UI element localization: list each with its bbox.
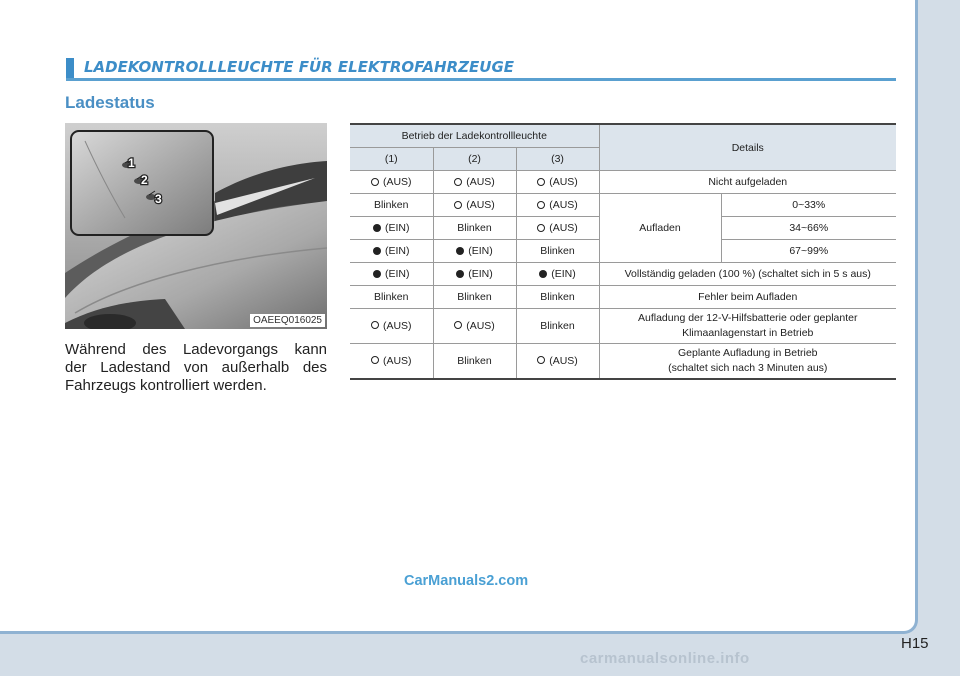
lamp-off-icon <box>454 201 462 209</box>
lamp-off-icon <box>371 356 379 364</box>
callout-2-label: 2 <box>141 173 148 187</box>
header-details: Details <box>599 124 896 171</box>
caption-line: Während des Ladevorgangs kann <box>65 341 327 358</box>
lamp-state-label: Blinken <box>540 319 575 332</box>
table-body <box>350 171 896 380</box>
lamp-state-label: (EIN) <box>551 268 576 280</box>
lamp-state-label: (AUS) <box>549 199 578 211</box>
callout-labels <box>65 123 327 329</box>
subheading: Ladestatus <box>65 93 155 112</box>
lamp-state-label: Blinken <box>374 291 409 303</box>
detail-line: Geplante Aufladung in Betrieb <box>677 347 818 359</box>
lamp-3-cell <box>516 344 599 380</box>
lamp-state-label: (EIN) <box>468 268 493 280</box>
lamp-off-icon <box>537 178 545 186</box>
lamp-3-cell <box>516 194 599 217</box>
lamp-on-icon <box>456 270 464 278</box>
lamp-off-icon <box>537 356 545 364</box>
lamp-state-label: (AUS) <box>549 176 578 188</box>
callout-3-label: 3 <box>155 192 162 206</box>
lamp-3-cell <box>516 240 599 263</box>
detail-cell: Vollständig geladen (100 %) (schaltet sich in 5 s aus) <box>599 263 896 286</box>
lamp-state-label: (AUS) <box>466 199 495 211</box>
lamp-state-label: (AUS) <box>549 354 578 367</box>
lamp-state-label: (AUS) <box>382 354 412 367</box>
lamp-3-cell <box>516 286 599 309</box>
lamp-off-icon <box>454 321 462 329</box>
detail-cell: Fehler beim Aufladen <box>599 286 896 309</box>
footer-watermark: carmanualsonline.info <box>580 650 750 667</box>
lamp-state-label: (EIN) <box>468 245 493 257</box>
section-title-bar <box>66 58 896 81</box>
lamp-state-label: Blinken <box>540 291 575 303</box>
charging-status-table <box>350 123 896 380</box>
lamp-off-icon <box>371 178 379 186</box>
lamp-state-label: Blinken <box>457 354 492 367</box>
lamp-off-icon <box>454 178 462 186</box>
lamp-1-cell <box>350 263 433 286</box>
lamp-3-cell <box>516 171 599 194</box>
detail-cell <box>599 309 896 344</box>
lamp-state-label: Blinken <box>540 245 575 257</box>
lamp-1-cell <box>350 309 433 344</box>
lamp-state-label: (AUS) <box>382 176 412 188</box>
lamp-on-icon <box>539 270 547 278</box>
detail-line: Aufladung der 12-V-Hilfsbatterie oder geplanter <box>638 312 858 324</box>
lamp-1-cell <box>350 286 433 309</box>
lamp-state-label: (AUS) <box>466 319 495 332</box>
lamp-3-cell <box>516 263 599 286</box>
lamp-on-icon <box>456 247 464 255</box>
lamp-1-cell <box>350 194 433 217</box>
detail-line: (schaltet sich nach 3 Minuten aus) <box>668 362 828 374</box>
lamp-3-cell <box>516 217 599 240</box>
caption-line: der Ladestand von außerhalb des <box>65 359 327 376</box>
table-row <box>350 309 896 344</box>
detail-cell: 0~33% <box>721 194 896 217</box>
header-lamp-2: (2) <box>433 148 516 171</box>
lamp-1-cell <box>350 240 433 263</box>
lamp-2-cell <box>433 286 516 309</box>
lamp-2-cell <box>433 309 516 344</box>
detail-group-cell: Aufladen <box>599 194 721 263</box>
lamp-state-label: (EIN) <box>385 268 410 280</box>
lamp-on-icon <box>373 270 381 278</box>
lamp-state-label: Blinken <box>457 222 492 234</box>
detail-line: Klimaanlagenstart in Betrieb <box>682 327 814 339</box>
lamp-state-label: (AUS) <box>549 222 578 234</box>
table-row <box>350 344 896 380</box>
lamp-off-icon <box>371 321 379 329</box>
detail-cell: 67~99% <box>721 240 896 263</box>
lamp-2-cell <box>433 263 516 286</box>
title-accent-mark <box>66 58 74 78</box>
table-row <box>350 194 896 217</box>
detail-cell <box>599 344 896 380</box>
table-row <box>350 286 896 309</box>
table-row <box>350 263 896 286</box>
header-lamp-3: (3) <box>516 148 599 171</box>
watermark-link[interactable]: CarManuals2.com <box>404 573 529 589</box>
caption-text <box>65 341 327 395</box>
page-number: H15 <box>901 635 929 652</box>
header-lamp-operation: Betrieb der Ladekontrollleuchte <box>350 124 599 148</box>
section-title: LADEKONTROLLLEUCHTE FÜR ELEKTROFAHRZEUGE <box>84 58 515 76</box>
lamp-state-label: Blinken <box>457 291 492 303</box>
lamp-1-cell <box>350 344 433 380</box>
lamp-on-icon <box>373 247 381 255</box>
detail-cell: 34~66% <box>721 217 896 240</box>
table-row <box>350 171 896 194</box>
lamp-3-cell <box>516 309 599 344</box>
lamp-off-icon <box>537 224 545 232</box>
lamp-2-cell <box>433 171 516 194</box>
lamp-2-cell <box>433 240 516 263</box>
lamp-state-label: (AUS) <box>466 176 495 188</box>
vehicle-photo <box>65 123 327 329</box>
lamp-state-label: (EIN) <box>385 245 410 257</box>
lamp-1-cell <box>350 217 433 240</box>
lamp-on-icon <box>373 224 381 232</box>
lamp-1-cell <box>350 171 433 194</box>
lamp-state-label: Blinken <box>374 199 409 211</box>
photo-code: OAEEQ016025 <box>250 314 325 327</box>
callout-1-label: 1 <box>128 156 135 170</box>
lamp-2-cell <box>433 217 516 240</box>
detail-cell: Nicht aufgeladen <box>599 171 896 194</box>
lamp-state-label: (EIN) <box>385 222 410 234</box>
lamp-state-label: (AUS) <box>382 319 412 332</box>
lamp-2-cell <box>433 194 516 217</box>
lamp-2-cell <box>433 344 516 380</box>
caption-line: Fahrzeugs kontrolliert werden. <box>65 377 267 394</box>
header-lamp-1: (1) <box>350 148 433 171</box>
lamp-off-icon <box>537 201 545 209</box>
